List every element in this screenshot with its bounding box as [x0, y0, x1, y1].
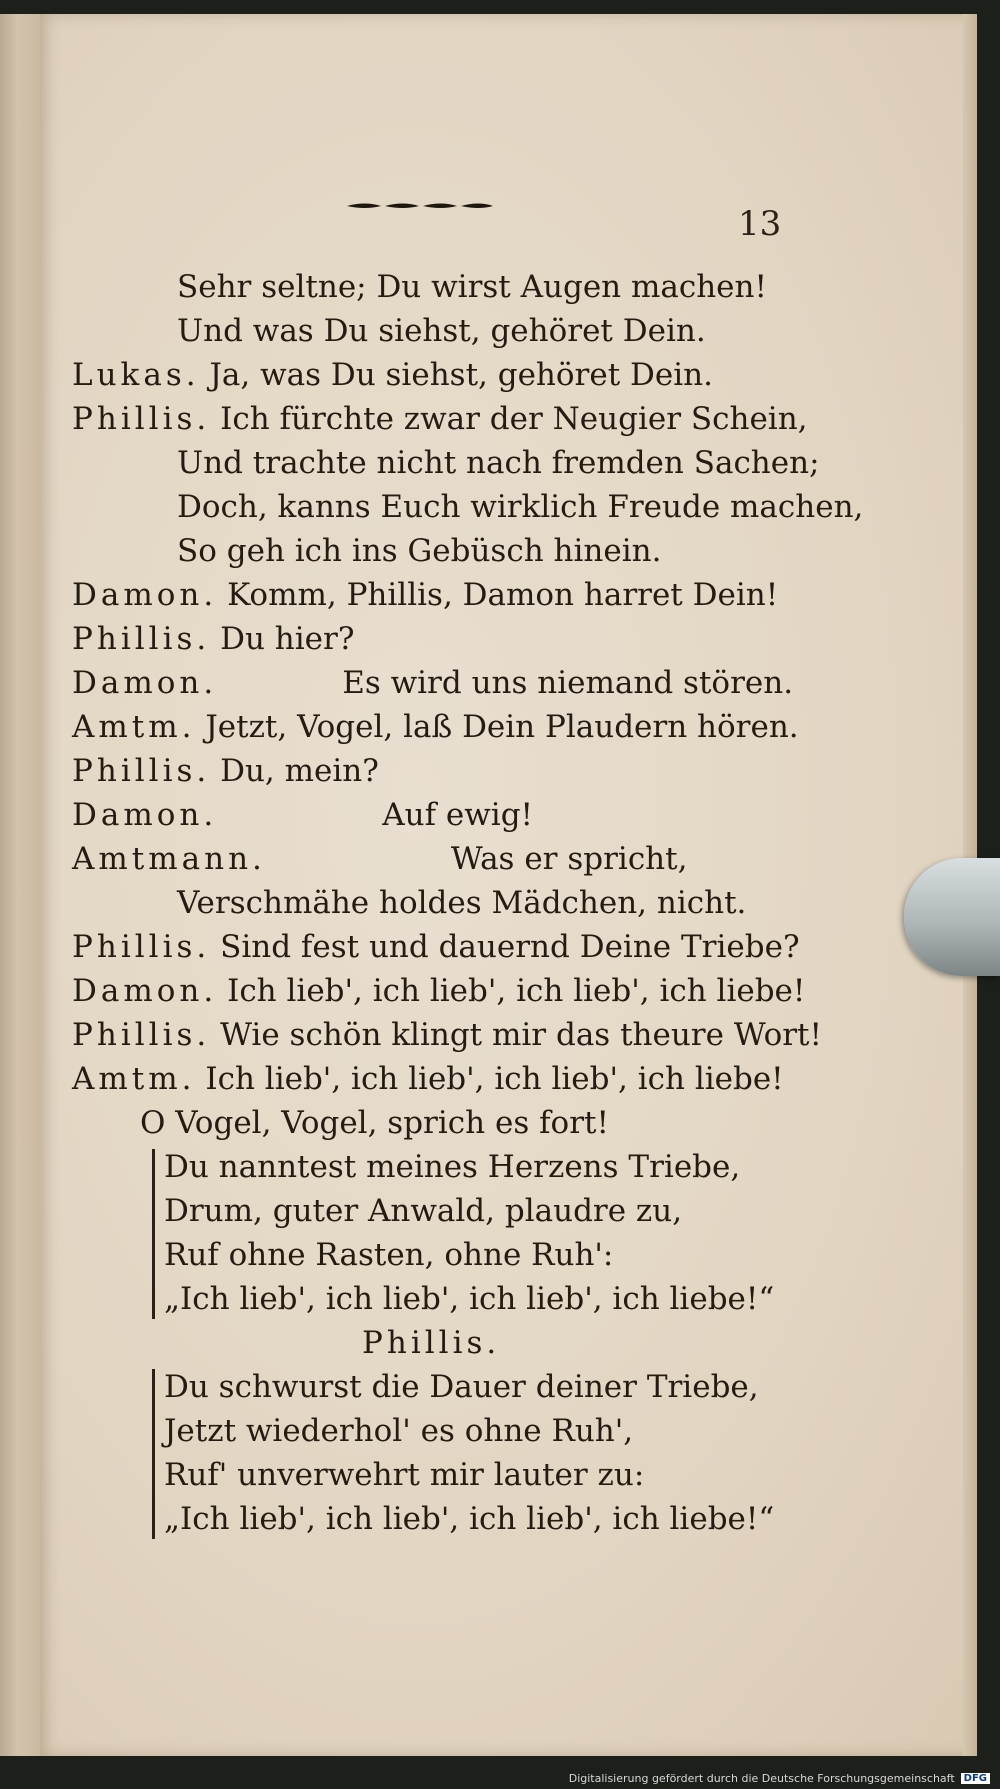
verse-line: Verschmähe holdes Mädchen, nicht.	[177, 885, 747, 921]
dfg-logo: DFG	[961, 1773, 990, 1784]
verse-line: Phillis. Wie schön klingt mir das theure Wort!	[72, 1017, 822, 1053]
verse-line: Damon. Ich lieb', ich lieb', ich lieb', ich liebe!	[72, 973, 806, 1009]
speaker-name: Damon.	[72, 797, 218, 833]
verse-line: Und trachte nicht nach fremden Sachen;	[177, 445, 820, 481]
speaker-name: Amtmann.	[72, 841, 266, 877]
verse-line: Damon. Komm, Phillis, Damon harret Dein!	[72, 577, 779, 613]
speaker-name: Phillis.	[362, 1325, 501, 1361]
footer-credit-text: Digitalisierung gefördert durch die Deutsche Forschungsgemeinschaft	[568, 1772, 955, 1785]
speaker-name: Damon.	[72, 973, 218, 1009]
verse-line: O Vogel, Vogel, sprich es fort!	[140, 1105, 609, 1141]
speaker-name: Phillis.	[72, 753, 211, 789]
speaker-name: Damon.	[72, 577, 218, 613]
verse-bracket	[152, 1149, 155, 1319]
verse-line: Phillis. Ich fürchte zwar der Neugier Schein,	[72, 401, 808, 437]
verse-line: Phillis. Du, mein?	[72, 753, 379, 789]
book-spine	[0, 14, 44, 1756]
verse-line: Phillis. Sind fest und dauernd Deine Triebe?	[72, 929, 800, 965]
verse-line: „Ich lieb', ich lieb', ich lieb', ich liebe!“	[164, 1501, 775, 1537]
verse-line: Lukas. Ja, was Du siehst, gehöret Dein.	[72, 357, 713, 393]
verse-line: Drum, guter Anwald, plaudre zu,	[164, 1193, 683, 1229]
verse-bracket	[152, 1369, 155, 1539]
header-ornament	[345, 199, 495, 213]
page-number: 13	[738, 204, 782, 244]
verse-line: Amtm. Jetzt, Vogel, laß Dein Plaudern hören.	[72, 709, 799, 745]
verse-line: Ruf' unverwehrt mir lauter zu:	[164, 1457, 645, 1493]
speaker-name: Amtm.	[72, 709, 196, 745]
verse-line: Amtmann. Was er spricht,	[72, 841, 688, 877]
verse-line: Sehr seltne; Du wirst Augen machen!	[177, 269, 767, 305]
speaker-name: Phillis.	[72, 1017, 211, 1053]
verse-line: So geh ich ins Gebüsch hinein.	[177, 533, 662, 569]
verse-line: Damon. Auf ewig!	[72, 797, 533, 833]
verse-line: Amtm. Ich lieb', ich lieb', ich lieb', ich liebe!	[72, 1061, 784, 1097]
speaker-name: Phillis.	[72, 401, 211, 437]
speaker-name: Lukas.	[72, 357, 200, 393]
verse-line: Phillis. Du hier?	[72, 621, 355, 657]
book-page	[40, 14, 977, 1756]
verse-line: Ruf ohne Rasten, ohne Ruh':	[164, 1237, 614, 1273]
speaker-name: Amtm.	[72, 1061, 196, 1097]
verse-line: Du schwurst die Dauer deiner Triebe,	[164, 1369, 759, 1405]
verse-line: Jetzt wiederhol' es ohne Ruh',	[164, 1413, 634, 1449]
speaker-name: Phillis.	[72, 929, 211, 965]
footer-credit	[569, 1772, 990, 1785]
speaker-name: Phillis.	[72, 621, 211, 657]
verse-line: Du nanntest meines Herzens Triebe,	[164, 1149, 741, 1185]
verse-line: Und was Du siehst, gehöret Dein.	[177, 313, 706, 349]
verse-line: Doch, kanns Euch wirklich Freude machen,	[177, 489, 864, 525]
speaker-name: Damon.	[72, 665, 218, 701]
verse-line: „Ich lieb', ich lieb', ich lieb', ich liebe!“	[164, 1281, 775, 1317]
verse-line: Damon. Es wird uns niemand stören.	[72, 665, 794, 701]
verse-line	[362, 1325, 500, 1361]
